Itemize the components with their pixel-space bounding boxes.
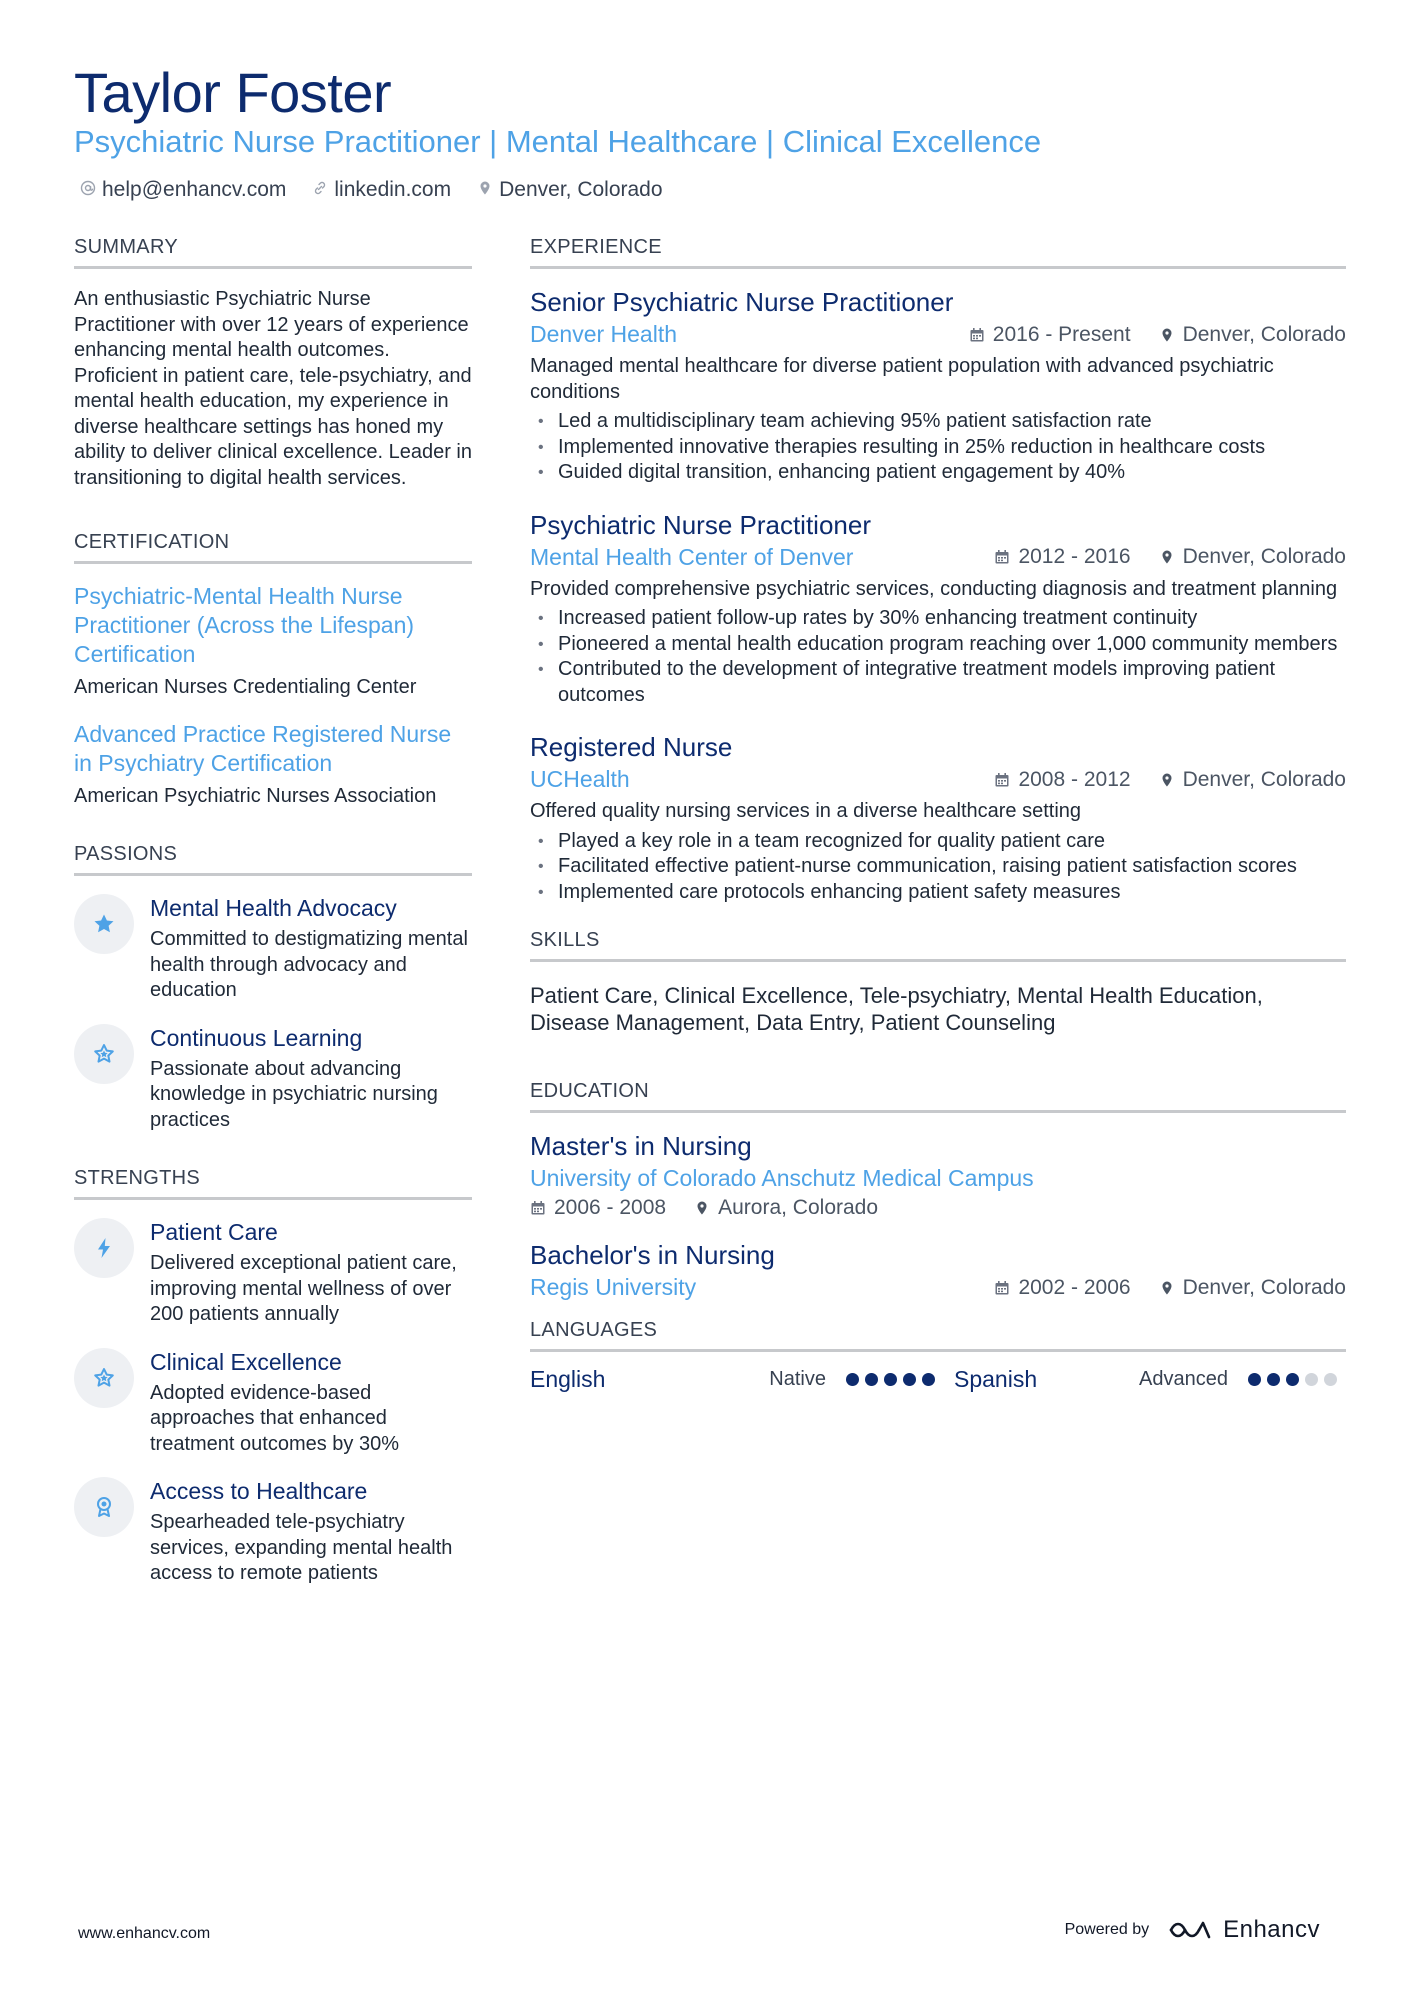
strength-title: Access to Healthcare xyxy=(150,1478,368,1504)
link-icon xyxy=(312,178,328,202)
strength-desc: Spearheaded tele-psychiatry services, expanding mental health access to remote patients xyxy=(150,1511,453,1584)
rating-dot-filled xyxy=(903,1373,916,1386)
left-column xyxy=(74,236,472,1587)
education-dates-text: 2006 - 2008 xyxy=(554,1196,667,1219)
skills-heading: SKILLS xyxy=(530,929,1346,962)
rating-dot-filled xyxy=(884,1373,897,1386)
school-name: Regis University xyxy=(530,1274,697,1300)
job-description: Managed mental healthcare for diverse patient population with advanced psychiatric conditions xyxy=(530,355,1274,403)
right-column xyxy=(530,236,1346,1393)
summary-text: An enthusiastic Psychiatric Nurse Practitioner with over 12 years of experience enhancing mental health outcomes. Proficient in patient care, tele-psychiatry, and mental health education, my experience in diverse healthcare settings has honed my ability to deliver clinical excellence. Leader in transitioning to digital health services. xyxy=(74,288,472,489)
passion-desc: Passionate about advancing knowledge in psychiatric nursing practices xyxy=(150,1057,438,1131)
location-icon xyxy=(1159,1280,1175,1296)
job-description: Provided comprehensive psychiatric services, conducting diagnosis and treatment planning xyxy=(530,577,1338,600)
education-entry xyxy=(530,1129,1346,1220)
rating-dot-empty xyxy=(1324,1373,1337,1386)
location-icon xyxy=(477,178,493,202)
job-bullet: • Implemented innovative therapies resulting in 25% reduction in healthcare costs xyxy=(530,435,1346,461)
language-name: Spanish xyxy=(954,1366,1038,1392)
degree-title: Master's in Nursing xyxy=(530,1131,752,1161)
job-title: Senior Psychiatric Nurse Practitioner xyxy=(530,287,954,317)
candidate-headline: Psychiatric Nurse Practitioner | Mental Healthcare | Clinical Excellence xyxy=(74,124,1042,159)
strengths-section xyxy=(74,1167,472,1587)
summary-section xyxy=(74,236,472,491)
enhancv-logo[interactable] xyxy=(1167,1916,1320,1944)
education-location-text: Denver, Colorado xyxy=(1182,1275,1346,1299)
school-name: University of Colorado Anschutz Medical Campus xyxy=(530,1165,1034,1191)
job-dates xyxy=(994,768,1130,792)
language-level: Native xyxy=(769,1368,826,1390)
language-item xyxy=(530,1366,954,1393)
job-dates-text: 2012 - 2016 xyxy=(1018,545,1131,568)
contact-row xyxy=(80,178,663,202)
degree-title: Bachelor's in Nursing xyxy=(530,1240,775,1270)
rating-dot-filled xyxy=(846,1373,859,1386)
strength-item xyxy=(74,1348,472,1458)
summary-heading: SUMMARY xyxy=(74,236,472,269)
location-icon xyxy=(1159,549,1175,565)
rating-dot-filled xyxy=(922,1373,935,1386)
education-section xyxy=(530,1080,1346,1301)
job-entry xyxy=(530,508,1346,709)
rating-dot-filled xyxy=(1267,1373,1280,1386)
job-bullet: • Led a multidisciplinary team achieving 95% patient satisfaction rate xyxy=(530,409,1346,435)
job-bullets xyxy=(530,606,1346,708)
certification-item xyxy=(74,582,472,700)
language-rating xyxy=(846,1373,935,1386)
job-bullet: • Implemented care protocols enhancing patient safety measures xyxy=(530,880,1346,906)
job-bullet: • Pioneered a mental health education program reaching over 1,000 community members xyxy=(530,632,1346,658)
job-entry xyxy=(530,730,1346,905)
location-icon xyxy=(1159,772,1175,788)
strength-desc: Delivered exceptional patient care, improving mental wellness of over 200 patients annually xyxy=(150,1252,457,1325)
passion-item xyxy=(74,1024,472,1134)
company-name: Denver Health xyxy=(530,321,678,347)
passion-desc: Committed to destigmatizing mental health through advocacy and education xyxy=(150,928,468,1001)
job-location xyxy=(1159,768,1346,792)
job-bullet: • Facilitated effective patient-nurse communication, raising patient satisfaction scores xyxy=(530,854,1346,880)
languages-section xyxy=(530,1319,1346,1393)
education-location xyxy=(1159,1276,1346,1300)
job-location-text: Denver, Colorado xyxy=(1182,545,1346,568)
footer-website[interactable]: www.enhancv.com xyxy=(78,1925,211,1942)
certification-item xyxy=(74,720,472,809)
rating-dot-empty xyxy=(1305,1373,1318,1386)
job-description: Offered quality nursing services in a diverse healthcare setting xyxy=(530,800,1082,822)
job-dates xyxy=(994,545,1130,569)
education-location-text: Aurora, Colorado xyxy=(718,1196,879,1219)
certification-heading: CERTIFICATION xyxy=(74,531,472,564)
experience-section xyxy=(530,236,1346,905)
job-title: Psychiatric Nurse Practitioner xyxy=(530,509,871,540)
contact-location xyxy=(477,178,662,202)
strength-title: Patient Care xyxy=(150,1219,278,1245)
contact-linkedin[interactable] xyxy=(312,178,451,202)
job-dates-text: 2008 - 2012 xyxy=(1018,767,1131,791)
calendar-icon xyxy=(994,1280,1010,1296)
strength-title: Clinical Excellence xyxy=(150,1348,342,1375)
calendar-icon xyxy=(994,549,1010,565)
education-dates xyxy=(530,1196,666,1220)
calendar-icon xyxy=(969,327,985,343)
passion-title: Continuous Learning xyxy=(150,1024,363,1051)
star-icon xyxy=(74,894,134,954)
calendar-icon xyxy=(530,1200,546,1216)
languages-heading: LANGUAGES xyxy=(530,1319,1346,1352)
enhancv-logo-icon xyxy=(1167,1918,1213,1942)
star-outline-icon xyxy=(74,1024,134,1084)
certification-org: American Psychiatric Nurses Association xyxy=(74,785,437,807)
rating-dot-filled xyxy=(1248,1373,1261,1386)
education-location xyxy=(694,1196,878,1220)
education-dates-text: 2002 - 2006 xyxy=(1018,1275,1131,1299)
strength-desc: Adopted evidence-based approaches that enhanced treatment outcomes by 30% xyxy=(150,1381,400,1455)
strengths-heading: STRENGTHS xyxy=(74,1167,472,1200)
passion-item xyxy=(74,894,472,1004)
footer-branding xyxy=(1065,1916,1320,1944)
email-text: help@enhancv.com xyxy=(102,178,287,201)
star-outline-icon xyxy=(74,1348,134,1408)
education-entry xyxy=(530,1238,1346,1301)
award-icon xyxy=(74,1477,134,1537)
job-dates-text: 2016 - Present xyxy=(992,322,1131,346)
bolt-icon xyxy=(74,1218,134,1278)
certification-name: Advanced Practice Registered Nurse in Psychiatry Certification xyxy=(74,721,452,776)
job-title: Registered Nurse xyxy=(530,732,733,762)
calendar-icon xyxy=(994,772,1010,788)
certification-section xyxy=(74,531,472,809)
strength-item xyxy=(74,1477,472,1587)
education-heading: EDUCATION xyxy=(530,1080,1346,1113)
language-name: English xyxy=(530,1366,606,1392)
at-icon xyxy=(80,178,96,202)
passions-section xyxy=(74,843,472,1133)
powered-by-label: Powered by xyxy=(1064,1921,1150,1938)
rating-dot-filled xyxy=(865,1373,878,1386)
passion-title: Mental Health Advocacy xyxy=(150,895,397,921)
experience-heading: EXPERIENCE xyxy=(530,236,1346,269)
education-dates xyxy=(994,1276,1130,1300)
job-location-text: Denver, Colorado xyxy=(1182,322,1346,346)
job-location xyxy=(1159,323,1346,347)
contact-email[interactable] xyxy=(80,178,286,202)
skills-text: Patient Care, Clinical Excellence, Tele-psychiatry, Mental Health Education, Disease Management, Data Entry, Patient Counseling xyxy=(530,983,1263,1035)
job-bullets xyxy=(530,409,1346,486)
language-rating xyxy=(1248,1373,1337,1386)
language-level: Advanced xyxy=(1139,1368,1228,1390)
passions-heading: PASSIONS xyxy=(74,843,472,876)
enhancv-logo-text: Enhancv xyxy=(1223,1916,1320,1943)
skills-section xyxy=(530,929,1346,1036)
certification-name: Psychiatric-Mental Health Nurse Practitioner (Across the Lifespan) Certification xyxy=(74,583,415,667)
strength-item xyxy=(74,1218,472,1328)
location-icon xyxy=(1159,327,1175,343)
job-bullet: • Increased patient follow-up rates by 30% enhancing treatment continuity xyxy=(530,606,1346,632)
location-icon xyxy=(694,1200,710,1216)
company-name: Mental Health Center of Denver xyxy=(530,543,854,570)
language-item xyxy=(954,1366,1346,1393)
job-bullet: • Guided digital transition, enhancing patient engagement by 40% xyxy=(530,460,1346,486)
linkedin-text: linkedin.com xyxy=(334,178,452,201)
job-location-text: Denver, Colorado xyxy=(1182,767,1346,791)
rating-dot-filled xyxy=(1286,1373,1299,1386)
job-bullet: • Played a key role in a team recognized for quality patient care xyxy=(530,829,1346,855)
job-bullets xyxy=(530,829,1346,906)
location-text: Denver, Colorado xyxy=(499,178,663,201)
company-name: UCHealth xyxy=(530,766,630,792)
job-entry xyxy=(530,285,1346,486)
job-bullet: • Contributed to the development of integrative treatment models improving patient outcomes xyxy=(530,657,1346,708)
job-location xyxy=(1159,545,1346,569)
candidate-name: Taylor Foster xyxy=(74,61,392,124)
certification-org: American Nurses Credentialing Center xyxy=(74,676,417,698)
job-dates xyxy=(969,323,1131,347)
